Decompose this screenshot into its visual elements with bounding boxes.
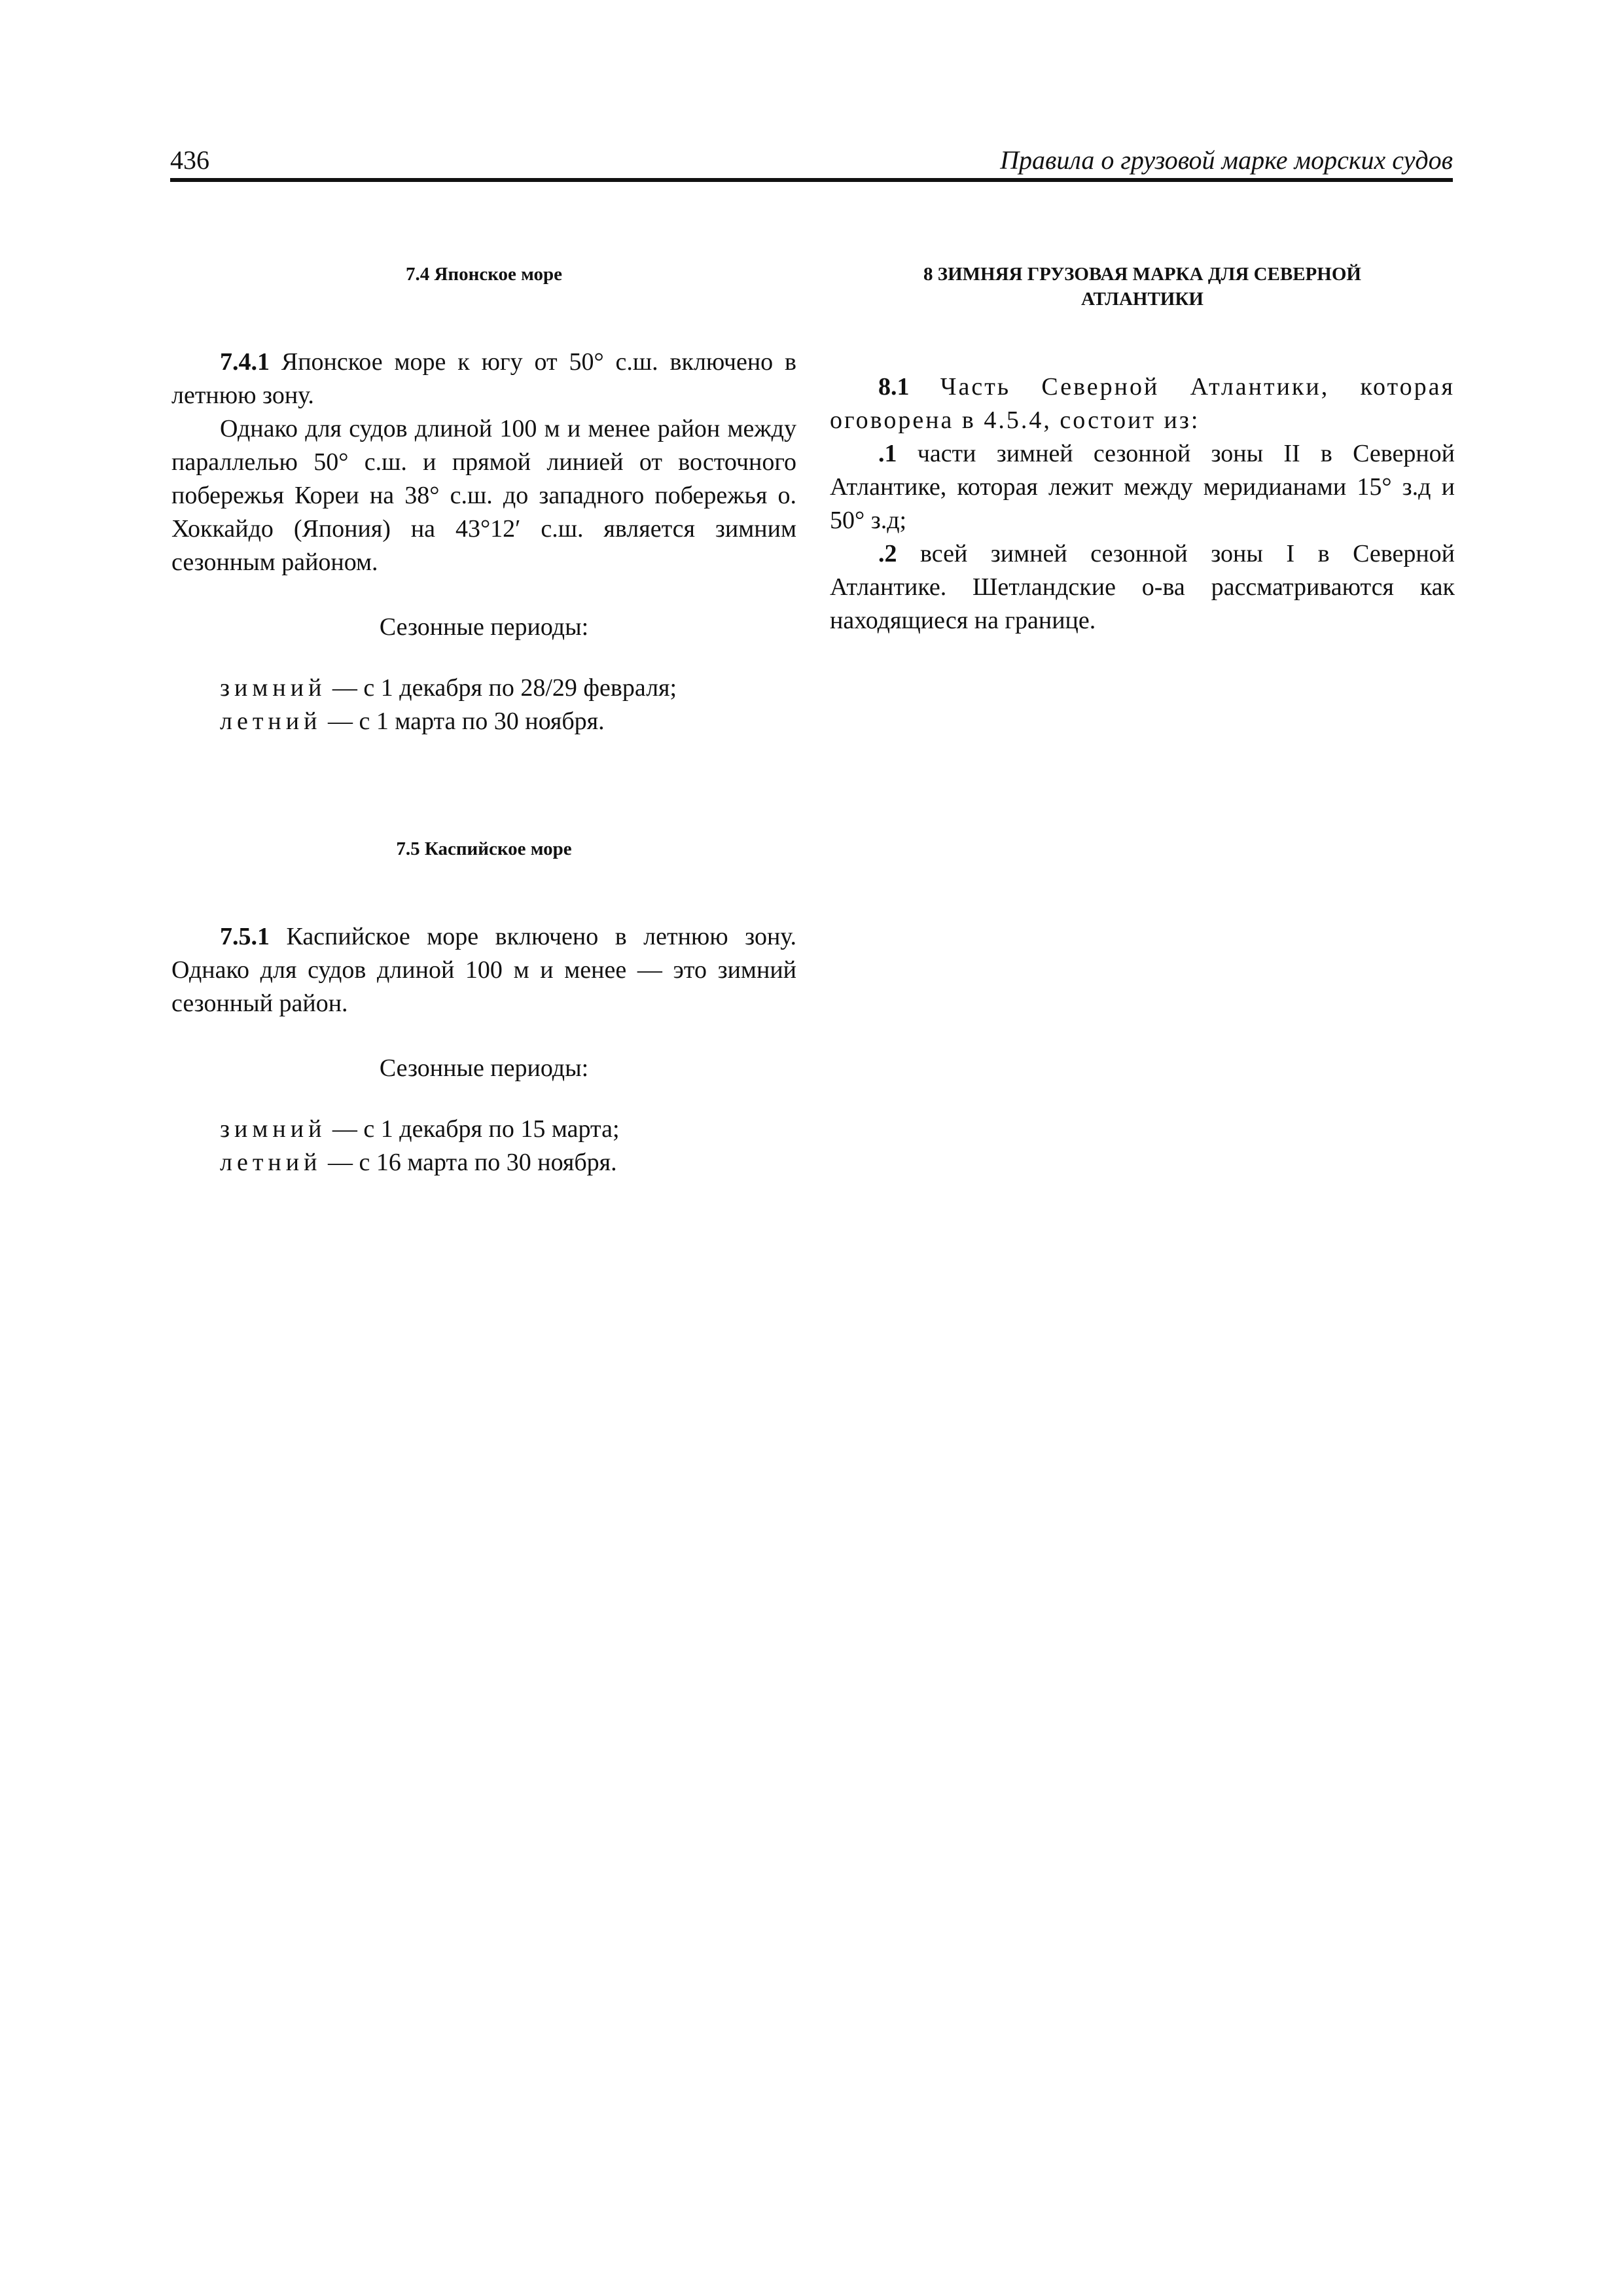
heading-line: АТЛАНТИКИ	[1081, 289, 1204, 310]
left-column	[171, 262, 796, 1179]
paragraph-number: 7.4.1	[220, 348, 270, 376]
paragraph-7-4-1	[171, 346, 796, 412]
item-number: .1	[878, 440, 897, 467]
paragraph-number: 7.5.1	[220, 923, 270, 950]
period-summer	[171, 705, 796, 738]
paragraph-text: Японское море к югу от 50° с.ш. включено в летнюю зону.	[171, 348, 796, 409]
item-number: .2	[878, 540, 897, 567]
season-name: летний	[220, 1149, 322, 1176]
paragraph-text: Каспийское море включено в летнюю зону. Однако для судов длиной 100 м и менее — это зимний сезонный район.	[171, 923, 796, 1017]
list-item-1	[830, 437, 1455, 537]
paragraph-text: Часть Северной Атлантики, которая оговорена в 4.5.4, состоит из:	[830, 373, 1455, 434]
season-name: зимний	[220, 674, 327, 702]
paragraph-8-1	[830, 370, 1455, 437]
season-name: летний	[220, 708, 322, 735]
right-column	[830, 262, 1455, 637]
page-header	[170, 145, 1453, 182]
item-text: всей зимней сезонной зоны I в Северной Атлантике. Шетландские о-ва рассматриваются как находящиеся на границе.	[830, 540, 1455, 634]
season-name: зимний	[220, 1115, 327, 1143]
paragraph-number: 8.1	[878, 373, 910, 401]
item-text: части зимней сезонной зоны II в Северной Атлантике, которая лежит между меридианами 15° з.д и 50° з.д;	[830, 440, 1455, 534]
seasonal-periods-title: Сезонные периоды:	[379, 1054, 589, 1082]
season-dates: — с 1 марта по 30 ноября.	[321, 708, 605, 735]
running-title: Правила о грузовой марке морских судов	[1000, 145, 1453, 175]
section-heading-7-5: 7.5 Каспийское море	[396, 838, 572, 859]
section-heading-8	[830, 262, 1455, 312]
season-dates: — с 1 декабря по 15 марта;	[326, 1115, 620, 1143]
seasonal-periods-title: Сезонные периоды:	[379, 613, 589, 641]
page-number: 436	[170, 145, 209, 175]
list-item-2	[830, 537, 1455, 637]
heading-line: 8 ЗИМНЯЯ ГРУЗОВАЯ МАРКА ДЛЯ СЕВЕРНОЙ	[923, 264, 1361, 285]
section-heading-7-4: 7.4 Японское море	[405, 264, 563, 285]
paragraph-7-5-1	[171, 920, 796, 1020]
period-summer	[171, 1146, 796, 1179]
season-dates: — с 1 декабря по 28/29 февраля;	[326, 674, 677, 702]
period-winter	[171, 672, 796, 705]
season-dates: — с 16 марта по 30 ноября.	[321, 1149, 617, 1176]
period-winter	[171, 1113, 796, 1146]
paragraph-7-4-1-cont: Однако для судов длиной 100 м и менее район между параллелью 50° с.ш. и прямой линией от восточного побережья Кореи на 38° с.ш. до западного побережья о. Хоккайдо (Япония) на 43°12′ с.ш. является зимним сезонным районом.	[171, 415, 796, 576]
